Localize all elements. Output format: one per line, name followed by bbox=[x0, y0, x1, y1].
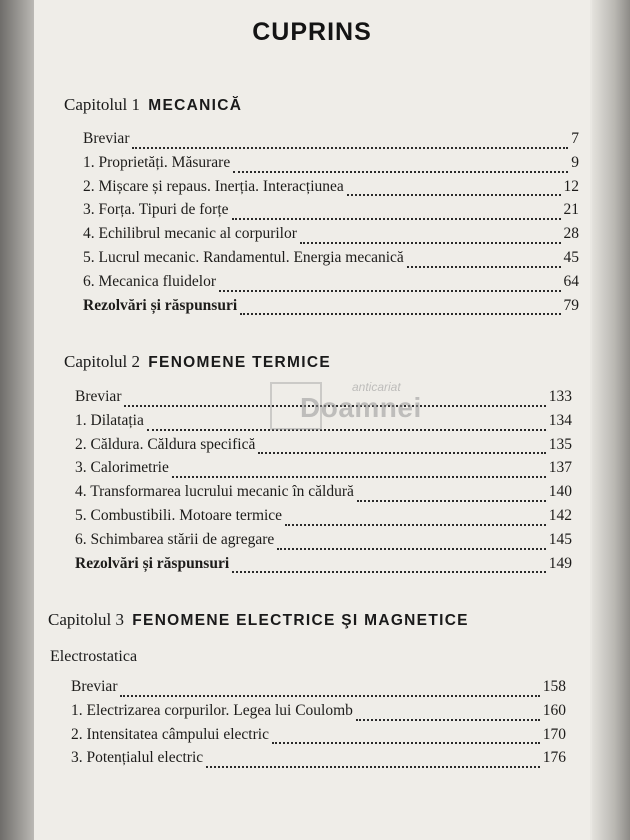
toc-entry bbox=[83, 178, 579, 202]
toc-entry-page: 158 bbox=[542, 678, 566, 695]
toc-entry bbox=[75, 555, 572, 579]
toc-leader-dots bbox=[232, 218, 561, 220]
watermark-big-text: Doamnei bbox=[300, 392, 422, 423]
toc-leader-dots bbox=[206, 766, 540, 768]
toc-entry-title: Breviar bbox=[75, 388, 122, 405]
toc-entry-page: 64 bbox=[563, 272, 579, 290]
toc-leader-dots bbox=[347, 194, 561, 196]
toc-entry-page: 28 bbox=[563, 225, 579, 243]
toc-entry bbox=[83, 154, 579, 178]
toc-entry-page: 145 bbox=[548, 530, 572, 548]
toc-entry bbox=[83, 273, 579, 297]
toc-entry-page: 134 bbox=[548, 411, 572, 429]
toc-entry bbox=[83, 249, 579, 273]
chapter-2-label: Capitolul 2 bbox=[64, 352, 141, 371]
toc-entry-page: 149 bbox=[548, 554, 572, 572]
toc-leader-dots bbox=[258, 452, 545, 454]
toc-leader-dots bbox=[277, 548, 545, 550]
toc-entry-page: 142 bbox=[548, 506, 572, 524]
toc-entry-title: Breviar bbox=[83, 130, 130, 147]
toc-entry-title: 5. Combustibili. Motoare termice bbox=[75, 506, 283, 524]
toc-entry-title: Rezolvări și răspunsuri bbox=[75, 554, 230, 572]
toc-leader-dots bbox=[132, 147, 568, 149]
toc-entry bbox=[75, 459, 572, 483]
toc-entry-title: 1. Electrizarea corpurilor. Legea lui Coulomb bbox=[71, 701, 353, 719]
toc-entry-title: 3. Forța. Tipuri de forțe bbox=[83, 201, 229, 219]
chapter-3-entries bbox=[71, 678, 566, 773]
toc-entry-page: 140 bbox=[548, 483, 572, 501]
toc-entry-page: 176 bbox=[542, 749, 566, 767]
toc-entry-page: 133 bbox=[548, 388, 572, 405]
toc-entry-title: 2. Intensitatea câmpului electric bbox=[71, 725, 269, 743]
toc-entry-title: 1. Dilatația bbox=[75, 411, 144, 429]
toc-leader-dots bbox=[232, 571, 546, 573]
toc-entry bbox=[83, 297, 579, 321]
toc-leader-dots bbox=[272, 742, 540, 744]
toc-leader-dots bbox=[356, 719, 540, 721]
toc-entry-title: 5. Lucrul mecanic. Randamentul. Energia mecanică bbox=[83, 248, 404, 266]
toc-leader-dots bbox=[285, 524, 546, 526]
chapter-3-name: FENOMENE ELECTRICE ŞI MAGNETICE bbox=[132, 612, 469, 629]
toc-leader-dots bbox=[219, 290, 561, 292]
toc-entry bbox=[83, 225, 579, 249]
watermark-logo bbox=[270, 380, 432, 438]
chapter-1-name: MECANICĂ bbox=[148, 97, 243, 114]
toc-entry bbox=[75, 483, 572, 507]
toc-entry bbox=[75, 436, 572, 460]
chapter-3-subsection: Electrostatica bbox=[50, 648, 138, 665]
toc-entry-title: 6. Schimbarea stării de agregare bbox=[75, 530, 275, 548]
toc-entry-page: 9 bbox=[571, 153, 579, 171]
toc-entry-title: 2. Căldura. Căldura specifică bbox=[75, 435, 256, 453]
toc-entry-title: 3. Calorimetrie bbox=[75, 459, 169, 477]
toc-entry-title: Rezolvări și răspunsuri bbox=[83, 296, 238, 314]
page-title: CUPRINS bbox=[252, 18, 372, 46]
toc-entry bbox=[75, 507, 572, 531]
toc-entry-page: 160 bbox=[542, 701, 566, 719]
toc-entry bbox=[83, 130, 579, 154]
toc-leader-dots bbox=[120, 695, 539, 697]
chapter-1-entries bbox=[83, 130, 579, 320]
toc-entry-page: 45 bbox=[563, 248, 579, 266]
toc-leader-dots bbox=[300, 242, 561, 244]
chapter-2-name: FENOMENE TERMICE bbox=[148, 354, 331, 371]
toc-leader-dots bbox=[172, 476, 546, 478]
toc-entry-title: Breviar bbox=[71, 678, 118, 695]
toc-entry-page: 12 bbox=[563, 177, 579, 195]
toc-entry bbox=[71, 702, 566, 726]
chapter-1-heading bbox=[64, 95, 242, 115]
toc-leader-dots bbox=[407, 266, 561, 268]
toc-entry-title: 3. Potențialul electric bbox=[71, 749, 204, 767]
toc-entry-title: 1. Proprietăți. Măsurare bbox=[83, 153, 231, 171]
toc-entry-page: 170 bbox=[542, 725, 566, 743]
toc-entry-title: 2. Mișcare și repaus. Inerția. Interacțiunea bbox=[83, 177, 344, 195]
page-edge-shadow bbox=[592, 0, 630, 840]
toc-leader-dots bbox=[233, 171, 568, 173]
chapter-2-heading bbox=[64, 352, 331, 372]
toc-entry-title: 6. Mecanica fluidelor bbox=[83, 272, 216, 290]
toc-entry-page: 21 bbox=[563, 201, 579, 219]
toc-entry bbox=[83, 201, 579, 225]
watermark-small-text: anticariat bbox=[352, 380, 401, 394]
chapter-3-heading bbox=[48, 610, 469, 630]
chapter-3-label: Capitolul 3 bbox=[48, 610, 125, 629]
toc-leader-dots bbox=[357, 500, 546, 502]
toc-entry bbox=[71, 749, 566, 773]
toc-entry bbox=[75, 531, 572, 555]
chapter-1-label: Capitolul 1 bbox=[64, 95, 141, 114]
toc-entry bbox=[71, 726, 566, 750]
toc-entry-page: 79 bbox=[563, 296, 579, 314]
toc-entry bbox=[71, 678, 566, 702]
book-page bbox=[34, 0, 590, 840]
toc-entry-title: 4. Echilibrul mecanic al corpurilor bbox=[83, 225, 297, 243]
toc-entry-page: 135 bbox=[548, 435, 572, 453]
toc-entry-page: 7 bbox=[571, 130, 579, 147]
toc-entry-page: 137 bbox=[548, 459, 572, 477]
toc-leader-dots bbox=[240, 313, 560, 315]
toc-entry-title: 4. Transformarea lucrului mecanic în căldură bbox=[75, 483, 354, 501]
